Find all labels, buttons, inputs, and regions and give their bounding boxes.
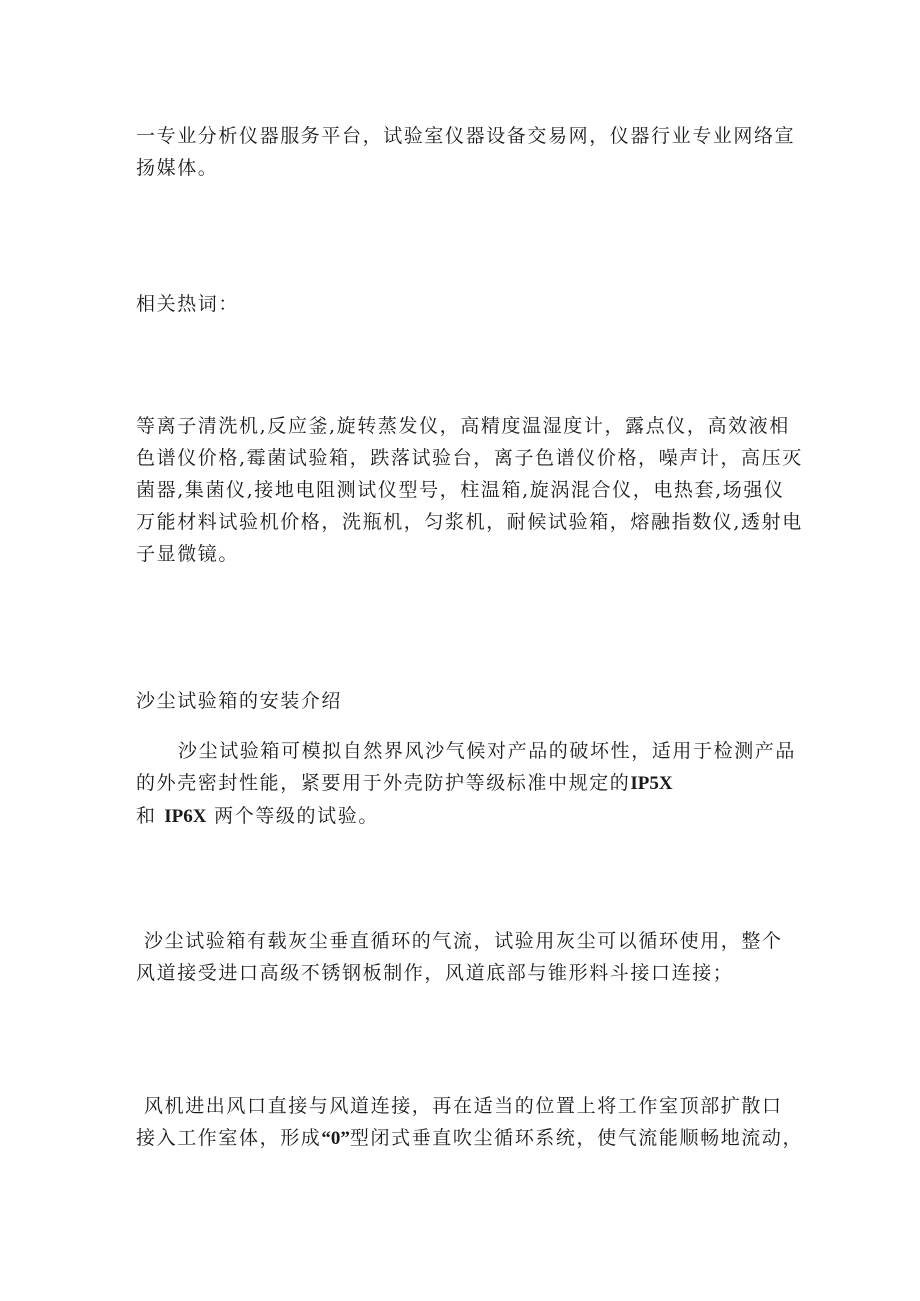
p1-ip6x: IP6X [164, 806, 207, 827]
p1-line-3-c: 两个等级的试验。 [214, 805, 379, 827]
paragraph-1 [136, 735, 797, 833]
keywords-paragraph [136, 410, 803, 570]
hot-words-label [136, 288, 788, 320]
p1-line-3-a: 和 [136, 805, 157, 827]
keywords-line-4: 万能材料试验机价格，洗瓶机，匀浆机，耐候试验箱，熔融指数仪,透射电 [136, 511, 803, 533]
keywords-line-2: 色谱仪价格,霉菌试验箱，跌落试验台，离子色谱仪价格，噪声计，高压灭 [136, 447, 803, 469]
p3-line-2 [136, 1122, 804, 1155]
p1-line-2-text: 的外壳密封性能，紧要用于外壳防护等级标准中规定的 [136, 772, 631, 794]
p2-line-1: 沙尘试验箱有载灰尘垂直循环的气流，试验用灰尘可以循环使用，整个 [144, 930, 783, 952]
p3-line-2-a: 接入工作室体，形成 [136, 1127, 322, 1149]
p1-line-3 [136, 800, 788, 833]
section-title-text: 沙尘试验箱的安装介绍 [136, 690, 343, 712]
p1-line-1: 沙尘试验箱可模拟自然界风沙气候对产品的破坏性，适用于检测产品 [178, 740, 797, 762]
intro-line-1: 一专业分析仪器服务平台，试验室仪器设备交易网，仪器行业专业网络宣 [136, 125, 796, 147]
p1-ip5x: IP5X [630, 773, 673, 794]
section-title [136, 685, 788, 717]
paragraph-2 [136, 925, 788, 989]
hot-words-label-text: 相关热词： [136, 293, 240, 315]
p2-line-2: 风道接受进口高级不锈钢板制作，风道底部与锥形料斗接口连接； [136, 962, 734, 984]
keywords-line-1: 等离子清洗机,反应釜,旋转蒸发仪，高精度温湿度计，露点仪，高效液相 [136, 415, 790, 437]
paragraph-3 [136, 1090, 804, 1155]
p1-line-2 [136, 767, 788, 800]
p3-line-2-c: 型闭式垂直吹尘循环系统，使气流能顺畅地流动， [349, 1127, 804, 1149]
p3-quote-zero: “0” [321, 1128, 350, 1149]
p3-line-1: 风机进出风口直接与风道连接，再在适当的位置上将工作室顶部扩散口 [144, 1095, 783, 1117]
intro-line-2: 扬媒体。 [136, 157, 219, 179]
keywords-line-5: 子显微镜。 [136, 543, 240, 565]
intro-paragraph [136, 120, 796, 184]
keywords-line-3: 菌器,集菌仪,接地电阻测试仪型号，柱温箱,旋涡混合仪，电热套,场强仪 [136, 479, 785, 501]
